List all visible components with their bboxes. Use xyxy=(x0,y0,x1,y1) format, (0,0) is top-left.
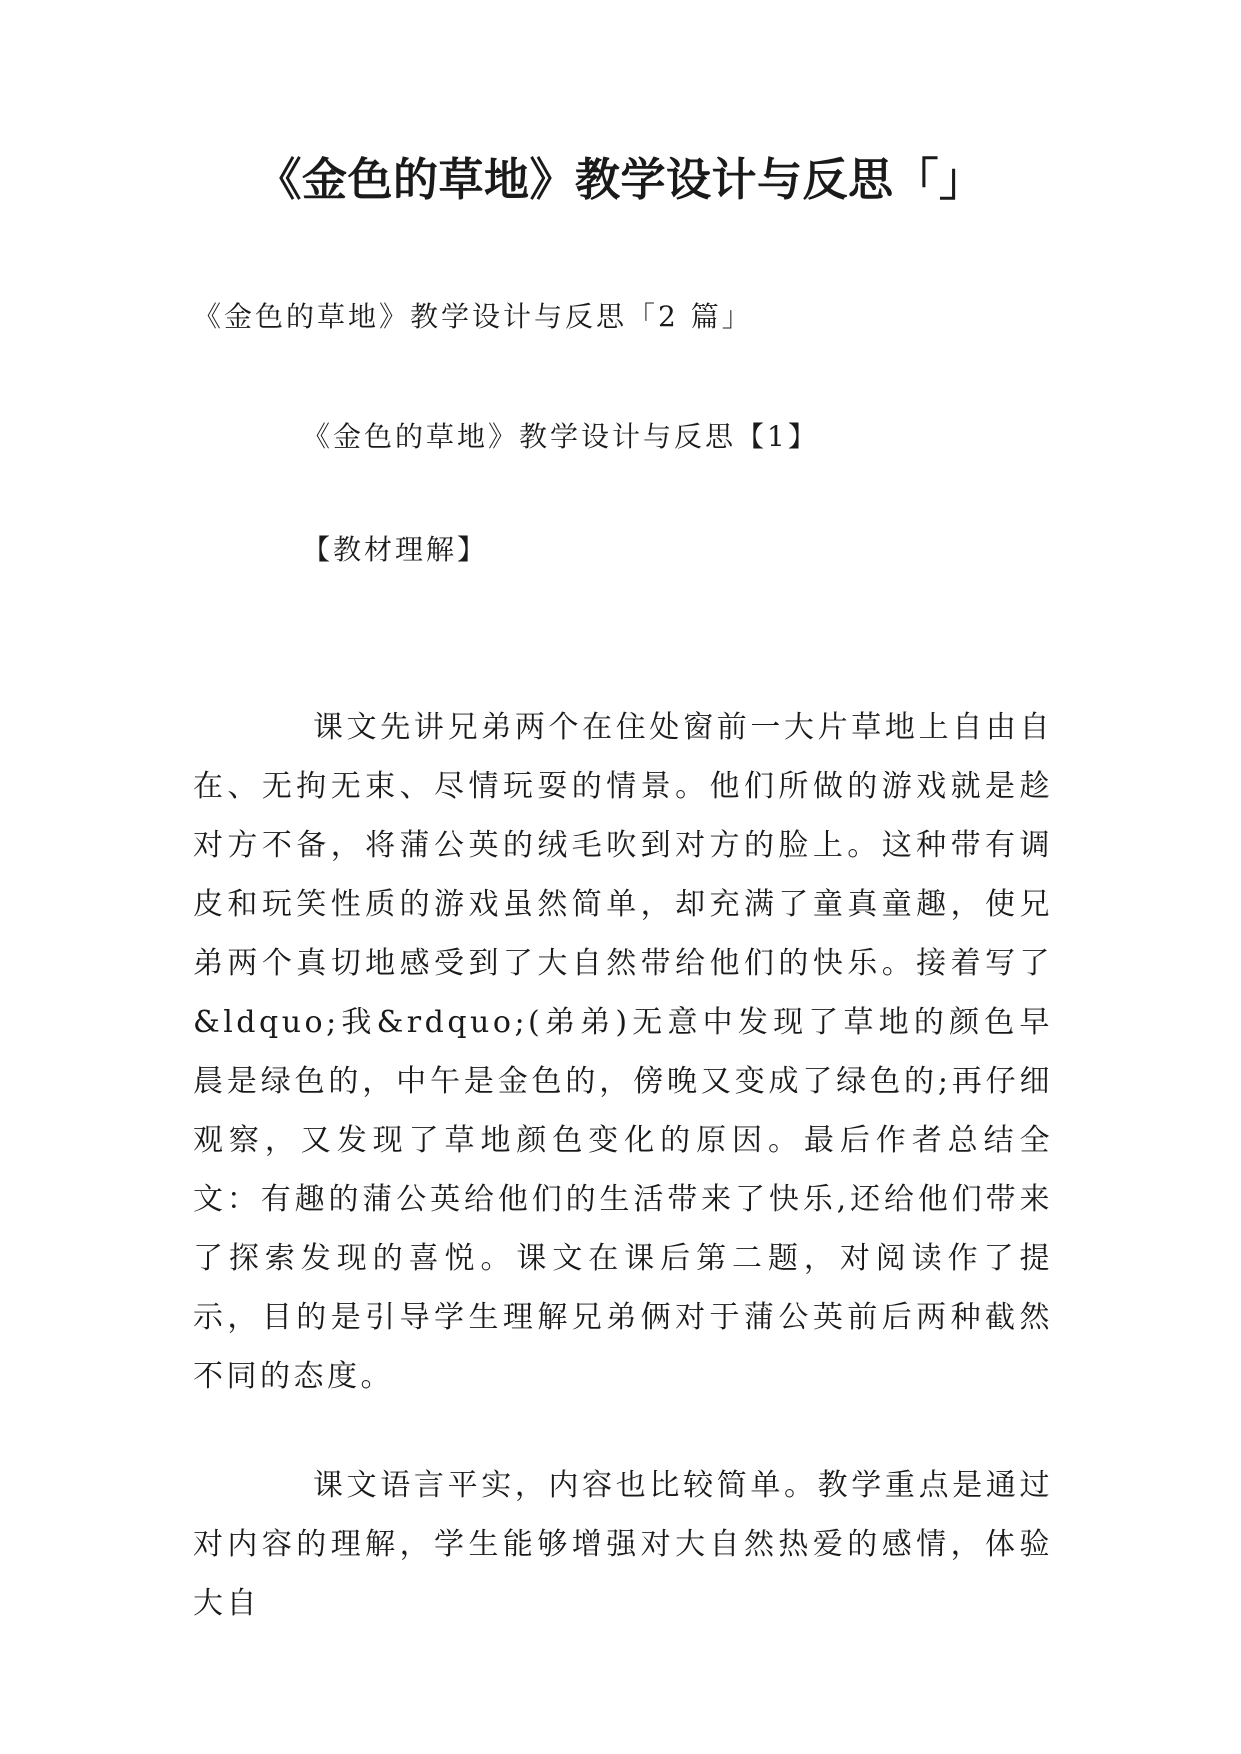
section-heading: 【教材理解】 xyxy=(302,533,489,566)
document-title: 《金色的草地》教学设计与反思「」 xyxy=(256,153,985,206)
body-paragraph: 课文语言平实，内容也比较简单。教学重点是通过对内容的理解，学生能够增强对大自然热爱的感情，体验大自 xyxy=(193,1468,1053,1621)
section-title: 《金色的草地》教学设计与反思【1】 xyxy=(302,420,819,453)
body-paragraph: 课文先讲兄弟两个在住处窗前一大片草地上自由自在、无拘无束、尽情玩耍的情景。他们所做的游戏就是趁对方不备，将蒲公英的绒毛吹到对方的脸上。这种带有调皮和玩笑性质的游戏虽然简单，却充满了童真童趣，使兄弟两个真切地感受到了大自然带给他们的快乐。接着写了&ldquo;我&rdquo;(弟弟)无意中发现了草地的颜色早晨是绿色的，中午是金色的，傍晚又变成了绿色的;再仔细观察，又发现了草地颜色变化的原因。最后作者总结全文：有趣的蒲公英给他们的生活带来了快乐,还给他们带来了探索发现的喜悦。课文在课后第二题，对阅读作了提示，目的是引导学生理解兄弟俩对于蒲公英前后两种截然不同的态度。 xyxy=(193,710,1053,1394)
document-subtitle: 《金色的草地》教学设计与反思「2 篇」 xyxy=(193,300,753,333)
